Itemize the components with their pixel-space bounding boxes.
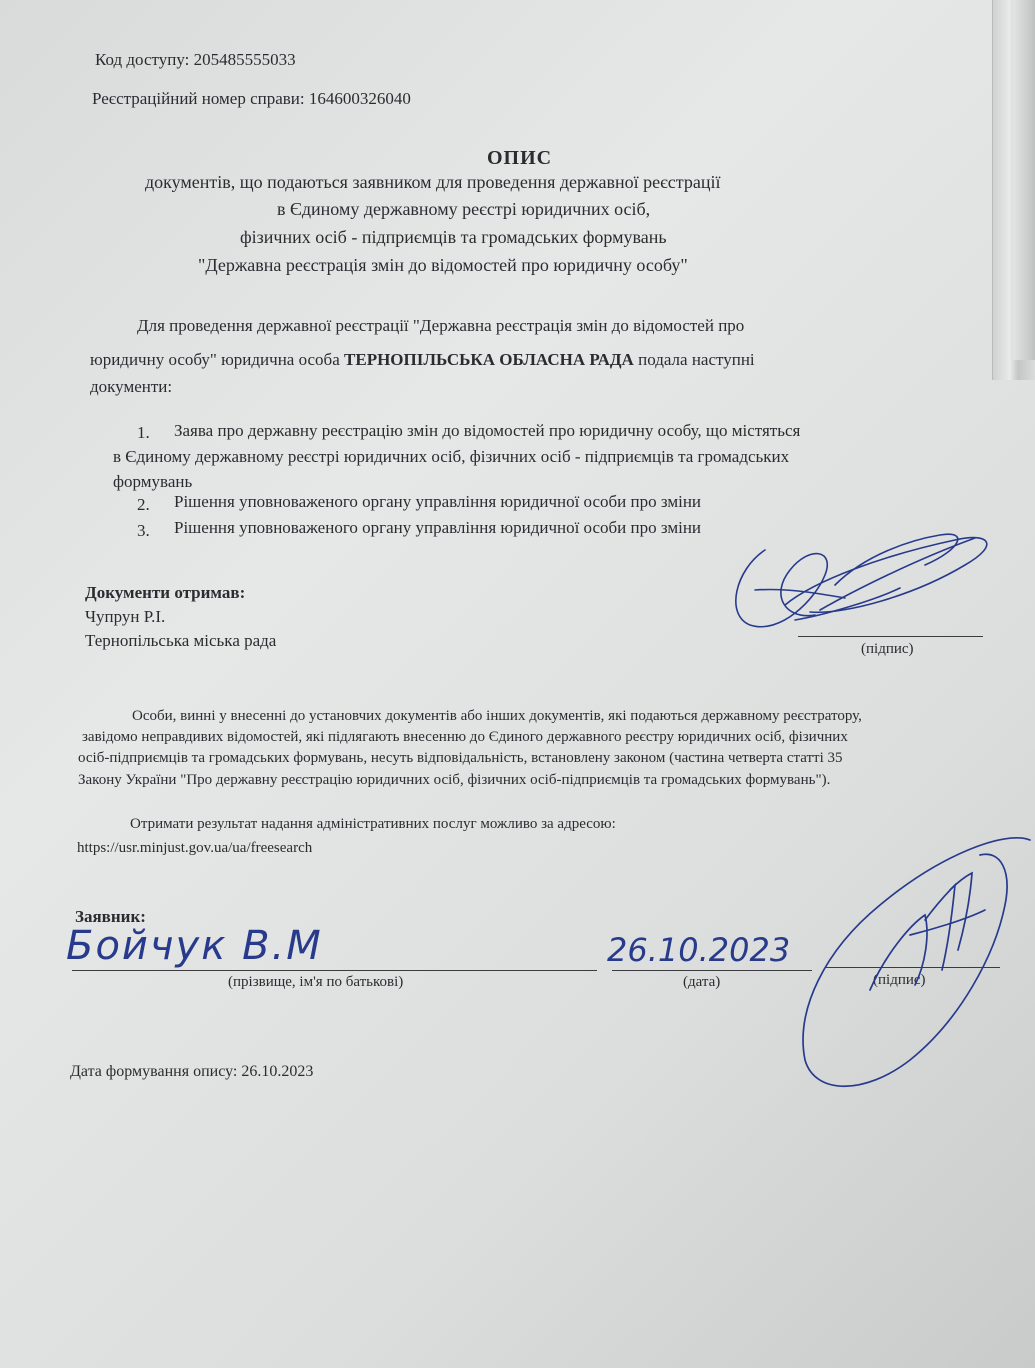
list-item-number: 2. bbox=[137, 495, 150, 514]
list-item-number: 1. bbox=[137, 423, 150, 442]
organization-name: ТЕРНОПІЛЬСЬКА ОБЛАСНА РАДА bbox=[344, 350, 634, 369]
title-line-4: "Державна реєстрація змін до відомостей про юридичну особу" bbox=[198, 255, 688, 275]
intro-text-end: подала наступні bbox=[633, 350, 755, 369]
document-title: ОПИС bbox=[487, 147, 553, 169]
notice-line-2: завідомо неправдивих відомостей, які підлягають внесенню до Єдиного державного реєстру юридичних осіб, фізичних bbox=[82, 729, 848, 745]
received-name: Чупрун Р.І. bbox=[85, 607, 166, 626]
intro-line-3: документи: bbox=[90, 377, 173, 396]
name-line bbox=[72, 970, 597, 971]
applicant-signature-image bbox=[790, 825, 1035, 1100]
applicant-label: Заявник: bbox=[75, 907, 146, 926]
received-signature-image bbox=[725, 520, 1000, 650]
case-number: Реєстраційний номер справи: 164600326040 bbox=[92, 89, 411, 108]
intro-line-2 bbox=[90, 350, 755, 370]
notice-line-4: Закону України "Про державну реєстрацію юридичних осіб, фізичних осіб-підприємців та громадських формувань"). bbox=[78, 772, 831, 788]
intro-line-1: Для проведення державної реєстрації "Державна реєстрація змін до відомостей про bbox=[137, 316, 745, 335]
notice-line-3: осіб-підприємців та громадських формувань, несуть відповідальність, встановлену законом (частина четверта статті 35 bbox=[78, 750, 843, 766]
result-line: Отримати результат надання адміністративних послуг можливо за адресою: bbox=[130, 816, 616, 832]
list-item-1-line-3: формувань bbox=[113, 472, 193, 491]
date-caption: (дата) bbox=[683, 974, 721, 990]
title-line-2: в Єдиному державному реєстрі юридичних осіб, bbox=[277, 199, 651, 219]
handwritten-date: 26.10.2023 bbox=[607, 931, 791, 969]
handwritten-name: Бойчук В.М bbox=[66, 923, 323, 969]
list-item-3: Рішення уповноваженого органу управління юридичної особи про зміни bbox=[174, 518, 702, 537]
generation-date: Дата формування опису: 26.10.2023 bbox=[70, 1063, 314, 1080]
name-caption: (прізвище, ім'я по батькові) bbox=[228, 974, 404, 990]
notice-line-1: Особи, винні у внесенні до установчих документів або інших документів, які подаються державному реєстратору, bbox=[132, 708, 862, 724]
list-item-1-line-1: Заява про державну реєстрацію змін до відомостей про юридичну особу, що містяться bbox=[174, 421, 801, 440]
access-code: Код доступу: 205485555033 bbox=[95, 50, 296, 69]
list-item-1-line-2: в Єдиному державному реєстрі юридичних осіб, фізичних осіб - підприємців та громадських bbox=[113, 447, 790, 466]
date-line bbox=[612, 970, 812, 971]
received-organization: Тернопільська міська рада bbox=[85, 631, 277, 650]
paper-stack-edge-inner bbox=[1013, 0, 1035, 360]
title-line-1: документів, що подаються заявником для проведення державної реєстрації bbox=[145, 172, 721, 192]
result-url: https://usr.minjust.gov.ua/ua/freesearch bbox=[77, 840, 313, 856]
received-signature-caption: (підпис) bbox=[861, 641, 914, 657]
applicant-signature-caption: (підпис) bbox=[873, 972, 926, 988]
list-item-2: Рішення уповноваженого органу управління юридичної особи про зміни bbox=[174, 492, 702, 511]
intro-text: юридичну особу" юридична особа bbox=[90, 350, 345, 369]
received-label: Документи отримав: bbox=[85, 583, 246, 602]
title-line-3: фізичних осіб - підприємців та громадських формувань bbox=[240, 227, 667, 247]
list-item-number: 3. bbox=[137, 521, 150, 540]
